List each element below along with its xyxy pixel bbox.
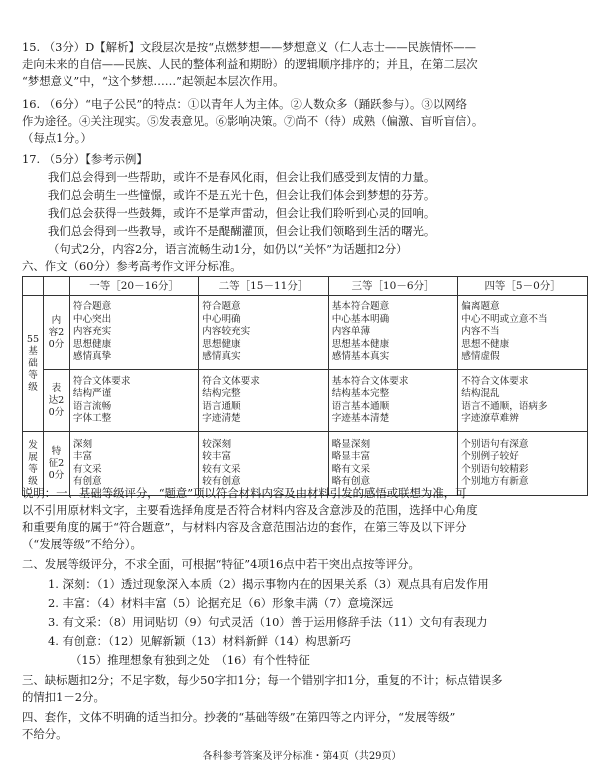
expr-g3-item: 字迹基本清楚 bbox=[331, 412, 390, 424]
expr-g1-item: 语言流畅 bbox=[72, 400, 112, 412]
dev-g4-item: 个别地方有新意 bbox=[461, 475, 529, 487]
content-g1-item: 中心突出 bbox=[72, 313, 112, 325]
content-g4-item: 内容不当 bbox=[461, 326, 500, 338]
q15-line-1: 15. （3分）D【解析】文段层次是按“点燃梦想——梦想意义（仁人志士——民族情怀—— bbox=[22, 40, 477, 54]
dev-g3-item: 略显丰富 bbox=[331, 451, 371, 463]
expr-g2-item: 语言通顺 bbox=[202, 400, 241, 412]
dev-g1-item: 有文采 bbox=[72, 463, 102, 475]
content-g2-item: 思想健康 bbox=[202, 338, 241, 350]
expr-g3-item: 基本符合文体要求 bbox=[331, 375, 409, 387]
grade-header-2: 二等［15－11分］ bbox=[199, 277, 328, 296]
q17-example-2: 我们总会萌生一些憧憬，或许不是五光十色，但会让我们体会到梦想的芬芳。 bbox=[48, 188, 436, 202]
expr-g3-item: 语言基本通顺 bbox=[331, 400, 390, 412]
basic-level-text: 基础等级 bbox=[28, 345, 38, 393]
expr-g1-item: 符合文体要求 bbox=[72, 375, 131, 387]
dev-g3-item: 略有创意 bbox=[331, 475, 371, 487]
content-g3-item: 中心基本明确 bbox=[331, 313, 390, 325]
q17-example-3: 我们总会获得一些鼓舞，或许不是掌声雷动，但会让我们聆听到心灵的回响。 bbox=[48, 206, 436, 220]
dev-g2-item: 较有文采 bbox=[202, 463, 241, 475]
grade-header-1: 一等［20－16分］ bbox=[69, 277, 198, 296]
basic-level-label bbox=[23, 296, 44, 432]
dev-g2-item: 较有创意 bbox=[202, 475, 241, 487]
content-g4-item: 感情虚假 bbox=[461, 351, 500, 363]
note-1-line-1: 说明：一、基础等级评分，“题意”项以符合材料内容及由材料引发的感悟或联想为准，可 bbox=[22, 486, 467, 500]
content-g4-item: 偏离题意 bbox=[461, 301, 500, 313]
expression-grade-4 bbox=[458, 370, 588, 432]
expression-grade-1 bbox=[69, 370, 198, 432]
dev-g4-item: 个别语句有深意 bbox=[461, 438, 529, 450]
page-footer: 各科参考答案及评分标准・第4页（共29页） bbox=[202, 751, 402, 762]
expr-g1-item: 结构严谨 bbox=[72, 388, 112, 400]
content-g4-item: 中心不明或立意不当 bbox=[461, 313, 548, 325]
dev-criterion-2: 2. 丰富：（4）材料丰富（5）论据充足（6）形象丰满（7）意境深远 bbox=[48, 596, 394, 610]
expression-grade-3 bbox=[328, 370, 458, 432]
dev-criterion-4a: 4. 有创意：（12）见解新颖（13）材料新鲜（14）构思新巧 bbox=[48, 634, 351, 648]
dev-criterion-4b: （15）推理想象有独到之处 （16）有个性特征 bbox=[70, 653, 310, 667]
q15-line-2: 走向未来的自信——民族、人民的整体利益和期盼）的逻辑顺序排序的；并且，在第二层次 bbox=[22, 57, 478, 71]
note-1-line-3: 和重要角度的属于“符合题意”，与材料内容及含意范围沾边的套作，在第三等及以下评分 bbox=[22, 520, 467, 534]
content-grade-1 bbox=[69, 296, 198, 370]
note-4-line-2: 不给分。 bbox=[22, 727, 68, 741]
expr-g2-item: 字迹清楚 bbox=[202, 412, 241, 424]
content-grade-2 bbox=[199, 296, 328, 370]
expr-g2-item: 符合文体要求 bbox=[202, 375, 260, 387]
content-g3-item: 内容单薄 bbox=[331, 326, 371, 338]
content-g3-item: 感情基本真实 bbox=[331, 351, 390, 363]
grade-header-row bbox=[23, 277, 588, 296]
basic-level-score: 55 bbox=[26, 333, 40, 345]
content-g2-item: 中心明确 bbox=[202, 313, 241, 325]
content-g4-item: 思想不健康 bbox=[461, 338, 510, 350]
content-g1-item: 内容充实 bbox=[72, 326, 112, 338]
dev-criterion-3: 3. 有文采：（8）用词贴切（9）句式灵活（10）善于运用修辞手法（11）文句有表现力 bbox=[48, 615, 488, 629]
note-2: 二、发展等级评分，不求全面，可根据“特征”4项16点中若干突出点按等评分。 bbox=[22, 557, 420, 571]
expr-g4-item: 字迹潦草难辨 bbox=[461, 412, 519, 424]
q16-line-1: 16. （6分）“电子公民”的特点：①以青年人为主体。②人数众多（踊跃参与）。③以网络 bbox=[22, 97, 467, 111]
section-6-title: 六、作文（60分）参考高考作文评分标准。 bbox=[22, 259, 242, 273]
content-g1-item: 思想健康 bbox=[72, 338, 112, 350]
expression-label: 表达20分 bbox=[43, 370, 69, 432]
expr-g4-item: 语言不通顺，语病多 bbox=[461, 400, 548, 412]
dev-g3-item: 略显深刻 bbox=[331, 438, 371, 450]
expr-g1-item: 字体工整 bbox=[72, 412, 112, 424]
development-grade-4 bbox=[458, 432, 588, 496]
note-1-line-2: 以不引用原材料文字，主要看选择角度是否符合材料内容及含意涉及的范围，选择中心角度 bbox=[22, 503, 478, 517]
dev-g2-item: 较丰富 bbox=[202, 451, 232, 463]
note-1-line-4: （“发展等级”不给分）。 bbox=[22, 537, 142, 551]
expression-grade-2 bbox=[199, 370, 328, 432]
q17-heading: 17. （5分）【参考示例】 bbox=[22, 152, 148, 166]
q16-line-2: 作为途径。④关注现实。⑤发表意见。⑥影响决策。⑦尚不（待）成熟（偏激、盲听盲信）。 bbox=[22, 114, 484, 128]
expression-row bbox=[23, 370, 588, 432]
dev-g4-item: 个别例子较好 bbox=[461, 451, 519, 463]
expr-g4-item: 结构混乱 bbox=[461, 388, 500, 400]
grade-header-4: 四等［5－0分］ bbox=[458, 277, 588, 296]
expr-g2-item: 结构完整 bbox=[202, 388, 241, 400]
note-3-line-2: 的情扣1－2分。 bbox=[22, 690, 105, 704]
q16-line-3: （每点1分。） bbox=[22, 131, 92, 145]
dev-g1-item: 深刻 bbox=[72, 438, 93, 450]
dev-g1-item: 有创意 bbox=[72, 475, 102, 487]
development-level-label: 发展等级 bbox=[23, 432, 44, 496]
content-g2-item: 符合题意 bbox=[202, 301, 241, 313]
content-g2-item: 内容较充实 bbox=[202, 326, 251, 338]
content-g3-item: 思想基本健康 bbox=[331, 338, 390, 350]
dev-g3-item: 略有文采 bbox=[331, 463, 371, 475]
q17-scoring-note: （句式2分，内容2分，语言流畅生动1分，如仍以“关怀”为话题扣2分） bbox=[48, 242, 408, 256]
dev-criterion-1: 1. 深刻：（1）透过现象深入本质（2）揭示事物内在的因果关系（3）观点具有启发作用 bbox=[48, 577, 489, 591]
dev-g4-item: 个别语句较精彩 bbox=[461, 463, 529, 475]
dev-g1-item: 丰富 bbox=[72, 451, 93, 463]
q17-example-1: 我们总会得到一些帮助，或许不是春风化雨，但会让我们感受到友情的力量。 bbox=[48, 170, 436, 184]
content-grade-4 bbox=[458, 296, 588, 370]
development-feature-label: 特征20分 bbox=[43, 432, 69, 496]
essay-grading-table bbox=[22, 276, 588, 496]
expr-g3-item: 结构基本完整 bbox=[331, 388, 390, 400]
content-row bbox=[23, 296, 588, 370]
dev-g2-item: 较深刻 bbox=[202, 438, 232, 450]
content-label: 内容20分 bbox=[43, 296, 69, 370]
q15-line-3: “梦想意义”中，“这个梦想……”起领起本层次作用。 bbox=[22, 74, 285, 88]
q17-example-4: 我们总会得到一些教导，或许不是醍醐灌顶，但会让我们领略到生活的曙光。 bbox=[48, 224, 436, 238]
content-g2-item: 感情真实 bbox=[202, 351, 241, 363]
content-grade-3 bbox=[328, 296, 458, 370]
content-g1-item: 感情真挚 bbox=[72, 351, 112, 363]
note-3-line-1: 三、缺标题扣2分；不足字数，每少50字扣1分；每一个错别字扣1分，重复的不计；标点错误多 bbox=[22, 673, 503, 687]
content-g3-item: 基本符合题意 bbox=[331, 301, 390, 313]
note-4-line-1: 四、套作，文体不明确的适当扣分。抄袭的“基础等级”在第四等之内评分，“发展等级” bbox=[22, 710, 456, 724]
grade-header-3: 三等［10－6分］ bbox=[328, 277, 458, 296]
content-g1-item: 符合题意 bbox=[72, 301, 112, 313]
expr-g4-item: 不符合文体要求 bbox=[461, 375, 529, 387]
